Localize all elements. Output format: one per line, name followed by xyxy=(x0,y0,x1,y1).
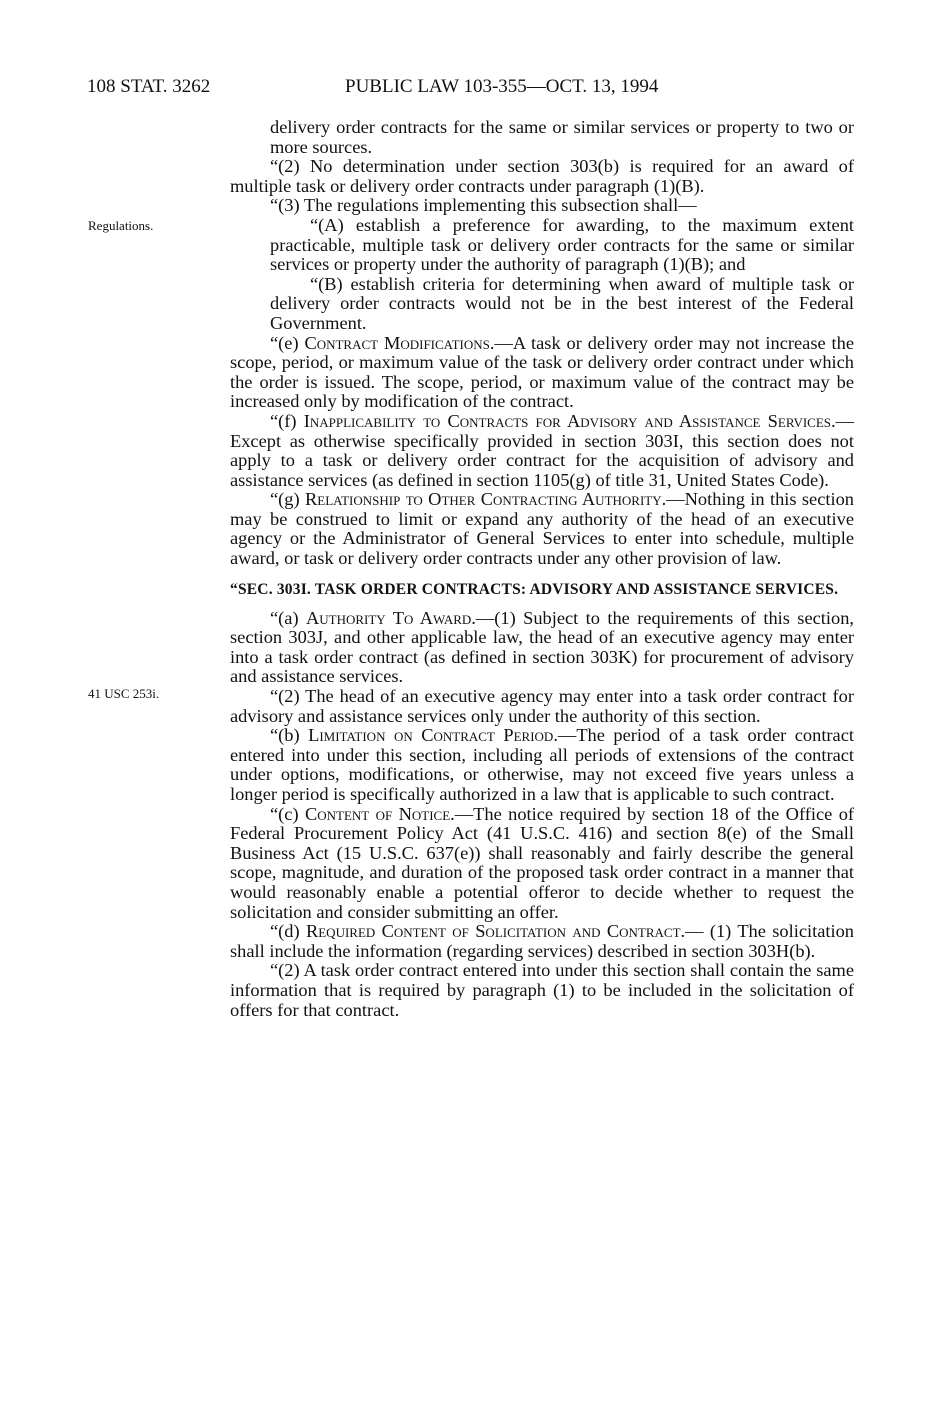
paragraph-continuation: delivery order contracts for the same or similar services or property to two or more sources. xyxy=(270,117,854,157)
section-heading: “SEC. 303I. TASK ORDER CONTRACTS: ADVISORY AND ASSISTANCE SERVICES. xyxy=(230,580,839,598)
subsection-e-text: —A task or delivery order may not increase the scope, period, or maximum value of the task or delivery order contract under which the order is issued. The scope, period, or maximum value of the contract may be increased only by modification of the contract. xyxy=(230,332,855,412)
paragraph-3: “(3) The regulations implementing this subsection shall— xyxy=(270,195,697,216)
subsection-g-heading: Relationship to Other Contracting Authority. xyxy=(305,489,667,510)
subsection-f-text: —Except as otherwise specifically provided in section 303I, this section does not apply to a task or delivery order contract for the acquisition of advisory and assistance services (as defined in section 1105(g) of title 31, United States Code). xyxy=(230,410,855,490)
page-header xyxy=(0,76,940,102)
subsection-d-text: — (1) The solicitation shall include the information (regarding services) described in section 303H(b). xyxy=(230,921,854,961)
subsection-f-heading: Inapplicability to Contracts for Advisory and Assistance Services. xyxy=(303,410,836,431)
margin-note-usc: 41 USC 253i. xyxy=(88,686,160,701)
subsection-f: “(f) Inapplicability to Contracts for Advisory and Assistance Services.—Except as otherwise specifically provided in section 303I, this section does not apply to a task or delivery order contract for the acquisition of advisory and assistance services (as defined in section 1105(g) of title 31, United States Code). xyxy=(230,410,855,490)
subsection-d-heading: Required Content of Solicitation and Contract. xyxy=(305,921,686,942)
subsection-a: “(a) Authority To Award.—(1) Subject to the requirements of this section, section 303J, and other applicable law, the head of an executive agency may enter into a task order contract (as defined in section 303K) for procurement of advisory and assistance services. xyxy=(230,607,854,687)
subsection-g-text: —Nothing in this section may be construed to limit or expand any authority of the head of an executive agency or the Administrator of General Services to enter into schedule, multiple award, or task or delivery order contracts under any other provision of law. xyxy=(230,489,854,569)
subsection-e-heading: Contract Modifications. xyxy=(304,332,495,353)
paragraph-3b: “(B) establish criteria for determining when award of multiple task or delivery order contracts would not be in the best interest of the Federal Government. xyxy=(270,273,854,333)
document-body xyxy=(230,118,854,1020)
paragraph-2: “(2) No determination under section 303(b) is required for an award of multiple task or delivery order contracts under paragraph (1)(B). xyxy=(230,156,854,196)
subsection-c-heading: Content of Notice. xyxy=(304,803,455,824)
subsection-d: “(d) Required Content of Solicitation and Contract.— (1) The solicitation shall include the information (regarding services) described in section 303H(b). xyxy=(230,921,854,961)
subsection-d-2: “(2) A task order contract entered into under this section shall contain the same information that is required by paragraph (1) to be included in the solicitation of offers for that contract. xyxy=(230,960,854,1020)
subsection-b-text: —The period of a task order contract entered into under this section, including all periods of extensions of the contract under options, modifications, or otherwise, may not exceed five years unless a longer period is specifically authorized in a law that is applicable to such contract. xyxy=(230,725,854,804)
subsection-b: “(b) Limitation on Contract Period.—The period of a task order contract entered into under this section, including all periods of extensions of the contract under options, modifications, or otherwise, may not exceed five years unless a longer period is specifically authorized in a law that is applicable to such contract. xyxy=(230,725,854,804)
paragraph-3a: “(A) establish a preference for awarding, to the maximum extent practicable, multiple task or delivery order contracts for the same or similar services or property under the authority of paragraph (1)(B); and xyxy=(270,214,854,275)
subsection-e: “(e) Contract Modifications.—A task or delivery order may not increase the scope, period, or maximum value of the task or delivery order contract under which the order is issued. The scope, period, or maximum value of the contract may be increased only by modification of the contract. xyxy=(230,332,855,412)
subsection-a-2: “(2) The head of an executive agency may enter into a task order contract for advisory and assistance services only under the authority of this section. xyxy=(230,686,854,726)
subsection-g: “(g) Relationship to Other Contracting Authority.—Nothing in this section may be construed to limit or expand any authority of the head of an executive agency or the Administrator of General Services to enter into schedule, multiple award, or task or delivery order contracts under any other provision of law. xyxy=(230,489,854,569)
stat-citation: 108 STAT. 3262 xyxy=(87,76,211,97)
public-law-title: PUBLIC LAW 103-355—OCT. 13, 1994 xyxy=(345,76,659,97)
subsection-c: “(c) Content of Notice.—The notice required by section 18 of the Office of Federal Procurement Policy Act (41 U.S.C. 416) and section 8(e) of the Small Business Act (15 U.S.C. 637(e)) shall reasonably and fairly describe the general scope, magnitude, and duration of the proposed task order contract in a manner that would reasonably enable a potential offeror to decide whether to request the solicitation and consider submitting an offer. xyxy=(230,803,855,922)
subsection-a-text: —(1) Subject to the requirements of this section, section 303J, and other applicable law, the head of an executive agency may enter into a task order contract (as defined in section 303K) for procurement of advisory and assistance services. xyxy=(230,607,854,687)
margin-note-regulations: Regulations. xyxy=(88,218,154,233)
subsection-c-text: —The notice required by section 18 of the Office of Federal Procurement Policy Act (41 U.S.C. 416) and section 8(e) of the Small Business Act (15 U.S.C. 637(e)) shall reasonably and fairly describe the general scope, magnitude, and duration of the proposed task order contract in a manner that would reasonably enable a potential offeror to decide whether to request the solicitation and consider submitting an offer. xyxy=(230,803,855,922)
subsection-b-heading: Limitation on Contract Period. xyxy=(308,725,558,746)
subsection-a-heading: Authority To Award. xyxy=(305,607,476,628)
